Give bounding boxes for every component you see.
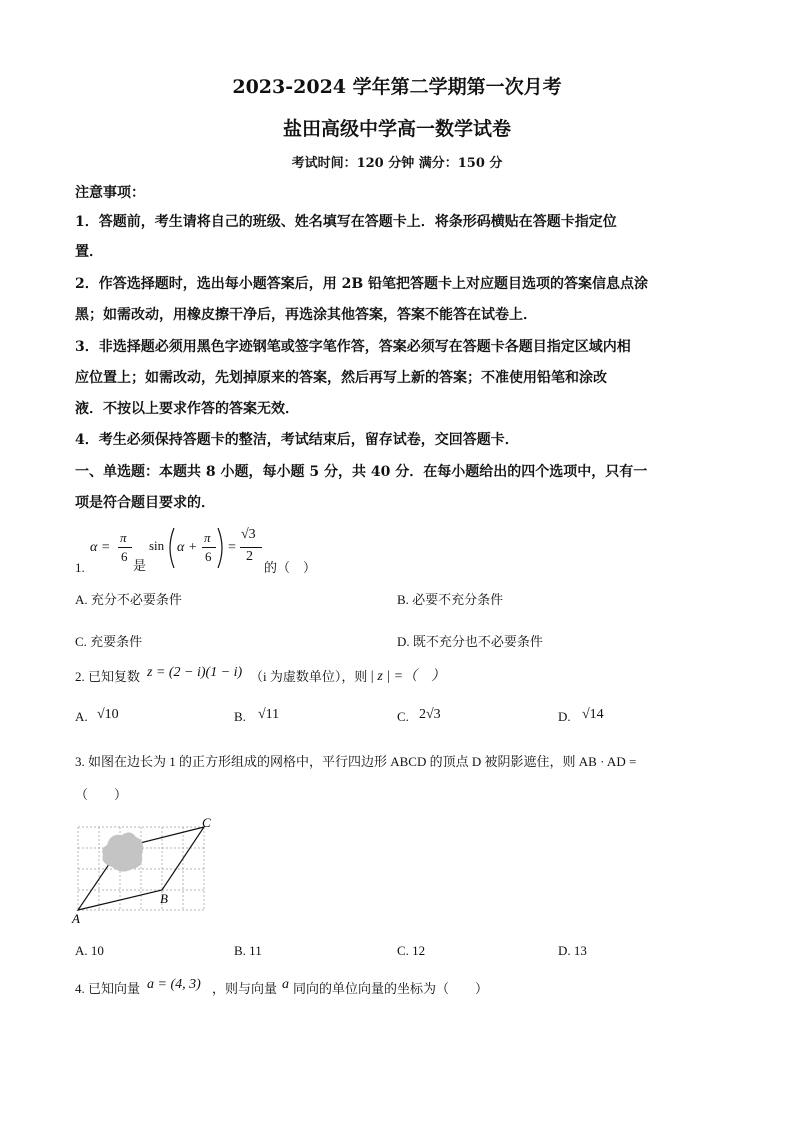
q1-frac-bar-2 — [202, 547, 216, 548]
q1-option-b: B. 必要不充分条件 — [397, 592, 504, 607]
q2-stem-b: （i 为虚数单位），则 — [250, 669, 368, 684]
page-title: 2023-2024 学年第二学期第一次月考 — [232, 76, 562, 98]
q2-option-b-value: √11 — [258, 707, 280, 722]
q1-option-d: D. 既不充分也不必要条件 — [397, 634, 543, 649]
label-b: B — [160, 891, 168, 906]
q3-option-d: D. 13 — [558, 943, 587, 958]
q2-abs-z: | z | =（ ） — [370, 669, 446, 684]
q3-paren: （ ） — [75, 787, 128, 802]
note-2a: 2．作答选择题时，选出每小题答案后，用 2B 铅笔把答题卡上对应题目选项的答案信息点涂 — [75, 276, 649, 292]
note-1a: 1．答题前，考生请将自己的班级、姓名填写在答题卡上．将条形码横贴在答题卡指定位 — [75, 214, 617, 230]
q2-option-c-value: 2√3 — [419, 707, 441, 722]
section-heading-2: 项是符合题目要求的． — [75, 495, 215, 511]
q3-option-c: C. 12 — [397, 943, 426, 958]
q1-option-a: A. 充分不必要条件 — [75, 592, 182, 607]
q1-six-1: 6 — [121, 549, 128, 564]
q2-option-c-label: C. — [397, 709, 409, 724]
q1-sin: sin — [149, 538, 165, 553]
section-heading-1: 一、单选题：本题共 8 小题，每小题 5 分，共 40 分．在每小题给出的四个选项中，只有一 — [75, 464, 648, 480]
note-2b: 黑；如需改动，用橡皮擦干净后，再选涂其他答案，答案不能答在试卷上． — [75, 307, 537, 323]
grid-lines — [78, 827, 204, 910]
label-c: C — [202, 815, 211, 830]
note-3c: 液．不按以上要求作答的答案无效． — [75, 401, 299, 417]
page-subtitle: 盐田高级中学高一数学试卷 — [282, 118, 511, 140]
q4-stem-c: 同向的单位向量的坐标为（ ） — [293, 981, 489, 996]
q1-pi-2: π — [204, 530, 211, 545]
q1-equals: = — [228, 540, 236, 555]
q3-option-b: B. 11 — [234, 943, 262, 958]
q2-option-d-label: D. — [558, 709, 571, 724]
note-1b: 置． — [75, 244, 103, 260]
notes-heading: 注意事项： — [75, 185, 145, 201]
q1-option-c: C. 充要条件 — [75, 634, 143, 649]
q1-alpha-eq: α = — [90, 540, 111, 555]
q2-stem-a: 2. 已知复数 — [75, 669, 141, 684]
q3-stem: 3. 如图在边长为 1 的正方形组成的网格中，平行四边形 ABCD 的顶点 D 被阴影遮住，则 AB · AD = — [75, 754, 637, 769]
q1-de: 的（ ） — [264, 560, 317, 575]
q4-vector-2: a — [282, 977, 289, 992]
note-3a: 3．非选择题必须用黑色字迹钢笔或签字笔作答，答案必须写在答题卡各题目指定区域内相 — [75, 339, 631, 355]
q1-number: 1. — [75, 560, 85, 575]
q1-six-2: 6 — [205, 549, 212, 564]
q1-frac-bar-1 — [118, 547, 132, 548]
q4-stem-a: 4. 已知向量 — [75, 981, 141, 996]
q1-sqrt3: √3 — [241, 527, 256, 542]
q2-option-a-label: A. — [75, 709, 88, 724]
note-3b: 应位置上；如需改动，先划掉原来的答案，然后再写上新的答案；不准使用铅笔和涂改 — [75, 370, 607, 386]
q1-alpha-plus: α + — [177, 540, 198, 555]
q1-pi-1: π — [120, 530, 127, 545]
q2-option-d-value: √14 — [582, 707, 604, 722]
label-a: A — [72, 911, 80, 926]
q3-figure — [70, 815, 220, 930]
q1-shi: 是 — [133, 558, 147, 573]
q4-stem-b: ，则与向量 — [212, 981, 278, 996]
q4-vector: a = (4, 3) — [147, 977, 201, 992]
q2-expr: z = (2 − i)(1 − i) — [147, 665, 243, 680]
q3-option-a: A. 10 — [75, 943, 104, 958]
q2-option-b-label: B. — [234, 709, 246, 724]
note-4: 4．考生必须保持答题卡的整洁，考试结束后，留存试卷，交回答题卡． — [75, 432, 519, 448]
exam-info: 考试时间：120 分钟 满分：150 分 — [291, 156, 503, 171]
q2-option-a-value: √10 — [97, 707, 119, 722]
q1-two: 2 — [246, 549, 253, 564]
q1-frac-bar-3 — [240, 547, 262, 548]
